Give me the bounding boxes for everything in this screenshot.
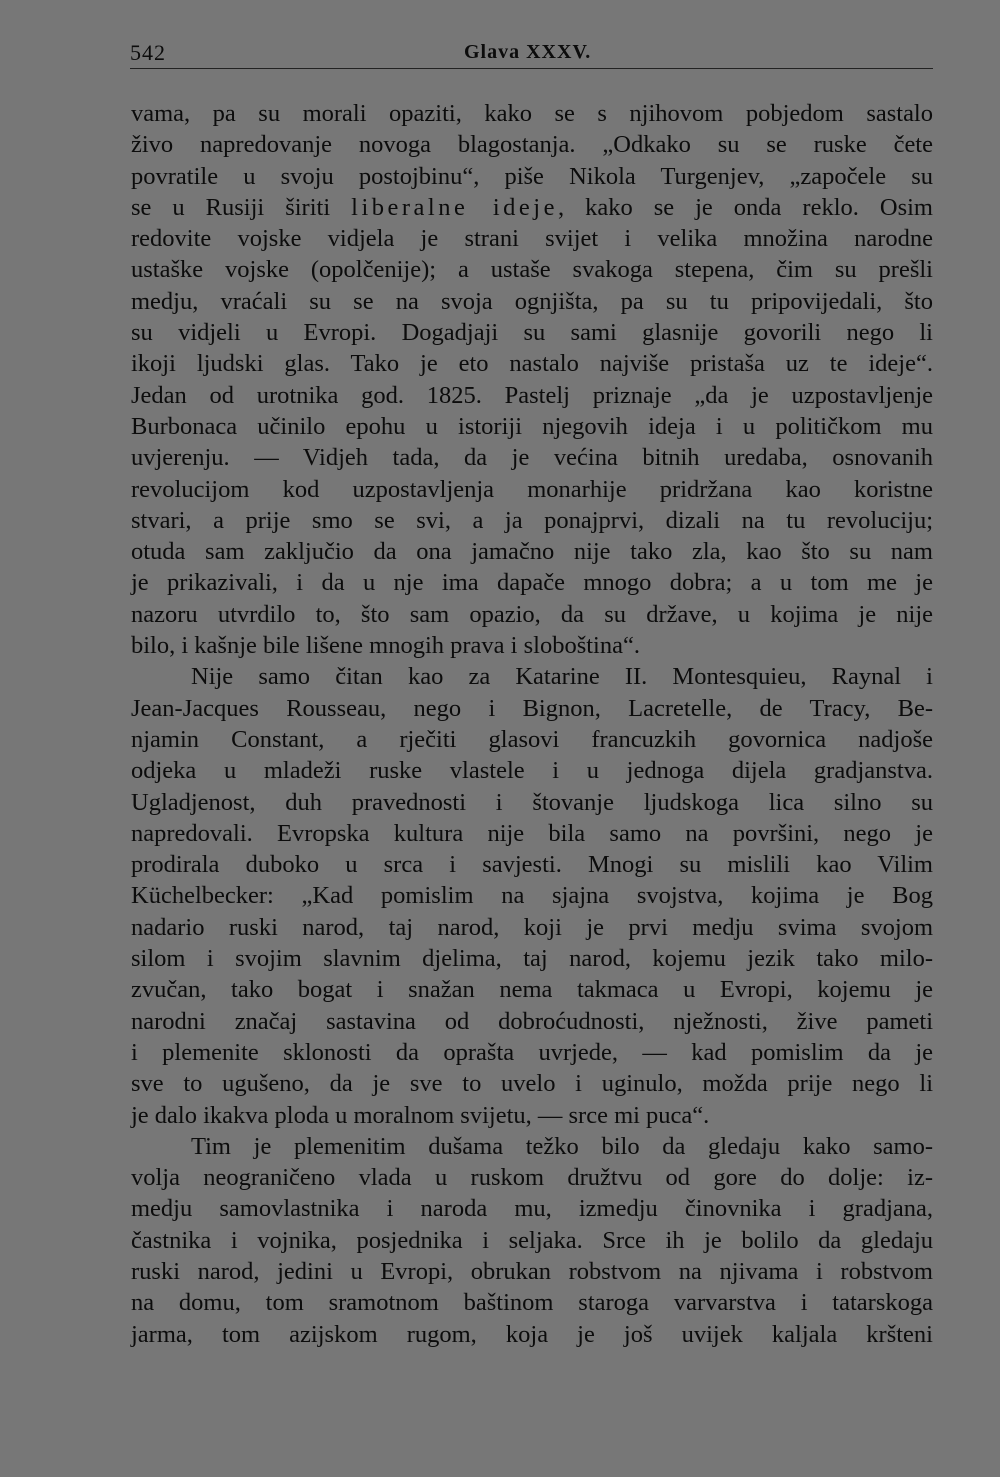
text-line: ustaške vojske (opolčenije); a ustaše svakoga stepena, čim su prešli	[131, 256, 933, 284]
text-line: vama, pa su morali opaziti, kako se s njihovom pobjedom sastalo	[131, 100, 933, 127]
text-line: su vidjeli u Evropi. Dogadjaji su sami glasnije govorili nego li	[131, 319, 933, 347]
text-line: jarma, tom azijskom rugom, koja je još uvijek kaljala kršteni	[131, 1320, 933, 1348]
text-line: Burbonaca učinilo epohu u istoriji njegovih ideja i u političkom mu	[131, 412, 933, 440]
text-line: narodni značaj sastavina od dobroćudnosti, nježnosti, žive pameti	[131, 1007, 933, 1035]
text-line: i plemenite sklonosti da oprašta uvrjede, — kad pomislim da je	[131, 1038, 933, 1066]
text-line: sve to ugušeno, da je sve to uvelo i uginulo, možda prije nego li	[131, 1070, 933, 1098]
text-run: , kako se je onda reklo. Osim	[557, 193, 933, 221]
text-line	[131, 192, 933, 223]
text-line: napredovali. Evropska kultura nije bila samo na površini, nego je	[131, 819, 933, 847]
text-line: otuda sam zaključio da ona jamačno nije tako zla, kao što su nam	[131, 538, 933, 566]
paragraph	[131, 661, 933, 1130]
text-line: njamin Constant, a rječiti glasovi francuzkih govornica nadjoše	[131, 725, 933, 753]
text-line: Ugladjenost, duh pravednosti i štovanje ljudskoga lica silno su	[131, 788, 933, 816]
text-line: povratile u svoju postojbinu“, piše Nikola Turgenjev, „započele su	[131, 162, 933, 190]
text-body	[131, 98, 933, 1350]
text-line: na domu, tom sramotnom baštinom staroga varvarstva i tatarskoga	[131, 1289, 933, 1317]
text-line: medju, vraćali su se na svoja ognjišta, pa su tu pripovijedali, što	[131, 287, 933, 315]
text-line: revolucijom kod uzpostavljenja monarhije pridržana kao koristne	[131, 475, 933, 503]
text-line: redovite vojske vidjela je strani svijet i velika množina narodne	[131, 225, 933, 253]
text-line: nadario ruski narod, taj narod, koji je prvi medju svima svojom	[131, 913, 933, 941]
text-line: Tim je plemenitim dušama težko bilo da gledaju kako samo-	[191, 1132, 933, 1160]
spaced-emphasis: liberalne ideje	[351, 193, 558, 221]
text-line: odjeka u mladeži ruske vlastele i u jednoga dijela gradjanstva.	[131, 757, 933, 785]
text-line: Küchelbecker: „Kad pomislim na sjajna svojstva, kojima je Bog	[131, 882, 933, 910]
paragraph	[131, 1131, 933, 1350]
text-line: ruski narod, jedini u Evropi, obrukan robstvom na njivama i robstvom	[131, 1257, 933, 1285]
text-line: silom i svojim slavnim djelima, taj narod, kojemu jezik tako milo-	[131, 945, 933, 973]
text-line: volja neograničeno vlada u ruskom družtvu od gore do dolje: iz-	[131, 1164, 933, 1192]
text-line: nazoru utvrdilo to, što sam opazio, da su države, u kojima je nije	[131, 600, 933, 628]
text-line: ikoji ljudski glas. Tako je eto nastalo najviše pristaša uz te ideje“.	[131, 350, 933, 378]
text-line: je dalo ikakva ploda u moralnom svijetu, — srce mi puca“.	[131, 1101, 710, 1129]
text-line: Nije samo čitan kao za Katarine II. Montesquieu, Raynal i	[191, 663, 933, 691]
text-line: prodirala duboko u srca i savjesti. Mnogi su mislili kao Vilim	[131, 851, 933, 879]
text-line: medju samovlastnika i naroda mu, izmedju činovnika i gradjana,	[131, 1195, 933, 1223]
text-line: bilo, i kašnje bile lišene mnogih prava i sloboština“.	[131, 632, 640, 660]
page-header	[130, 40, 933, 70]
paragraph	[131, 98, 933, 661]
text-line: je prikazivali, i da u nje ima dapače mnogo dobra; a u tom me je	[131, 569, 933, 597]
page-number: 542	[130, 40, 166, 65]
header-rule	[130, 68, 933, 69]
text-line: stvari, a prije smo se svi, a ja ponajprvi, dizali na tu revoluciju;	[131, 506, 933, 534]
text-line: Jean-Jacques Rousseau, nego i Bignon, Lacretelle, de Tracy, Be-	[131, 694, 933, 722]
chapter-title: Glava XXXV.	[464, 41, 592, 63]
text-line: živo napredovanje novoga blagostanja. „Odkako su se ruske čete	[131, 131, 933, 159]
text-line: častnika i vojnika, posjednika i seljaka. Srce ih je bolilo da gledaju	[131, 1226, 933, 1254]
text-line: zvučan, tako bogat i snažan nema takmaca u Evropi, kojemu je	[131, 976, 933, 1004]
text-line: Jedan od urotnika god. 1825. Pastelj priznaje „da je uzpostavljenje	[131, 381, 933, 409]
text-run: se u Rusiji širiti	[131, 193, 352, 221]
text-line: uvjerenju. — Vidjeh tada, da je većina bitnih uredaba, osnovanih	[131, 444, 933, 472]
